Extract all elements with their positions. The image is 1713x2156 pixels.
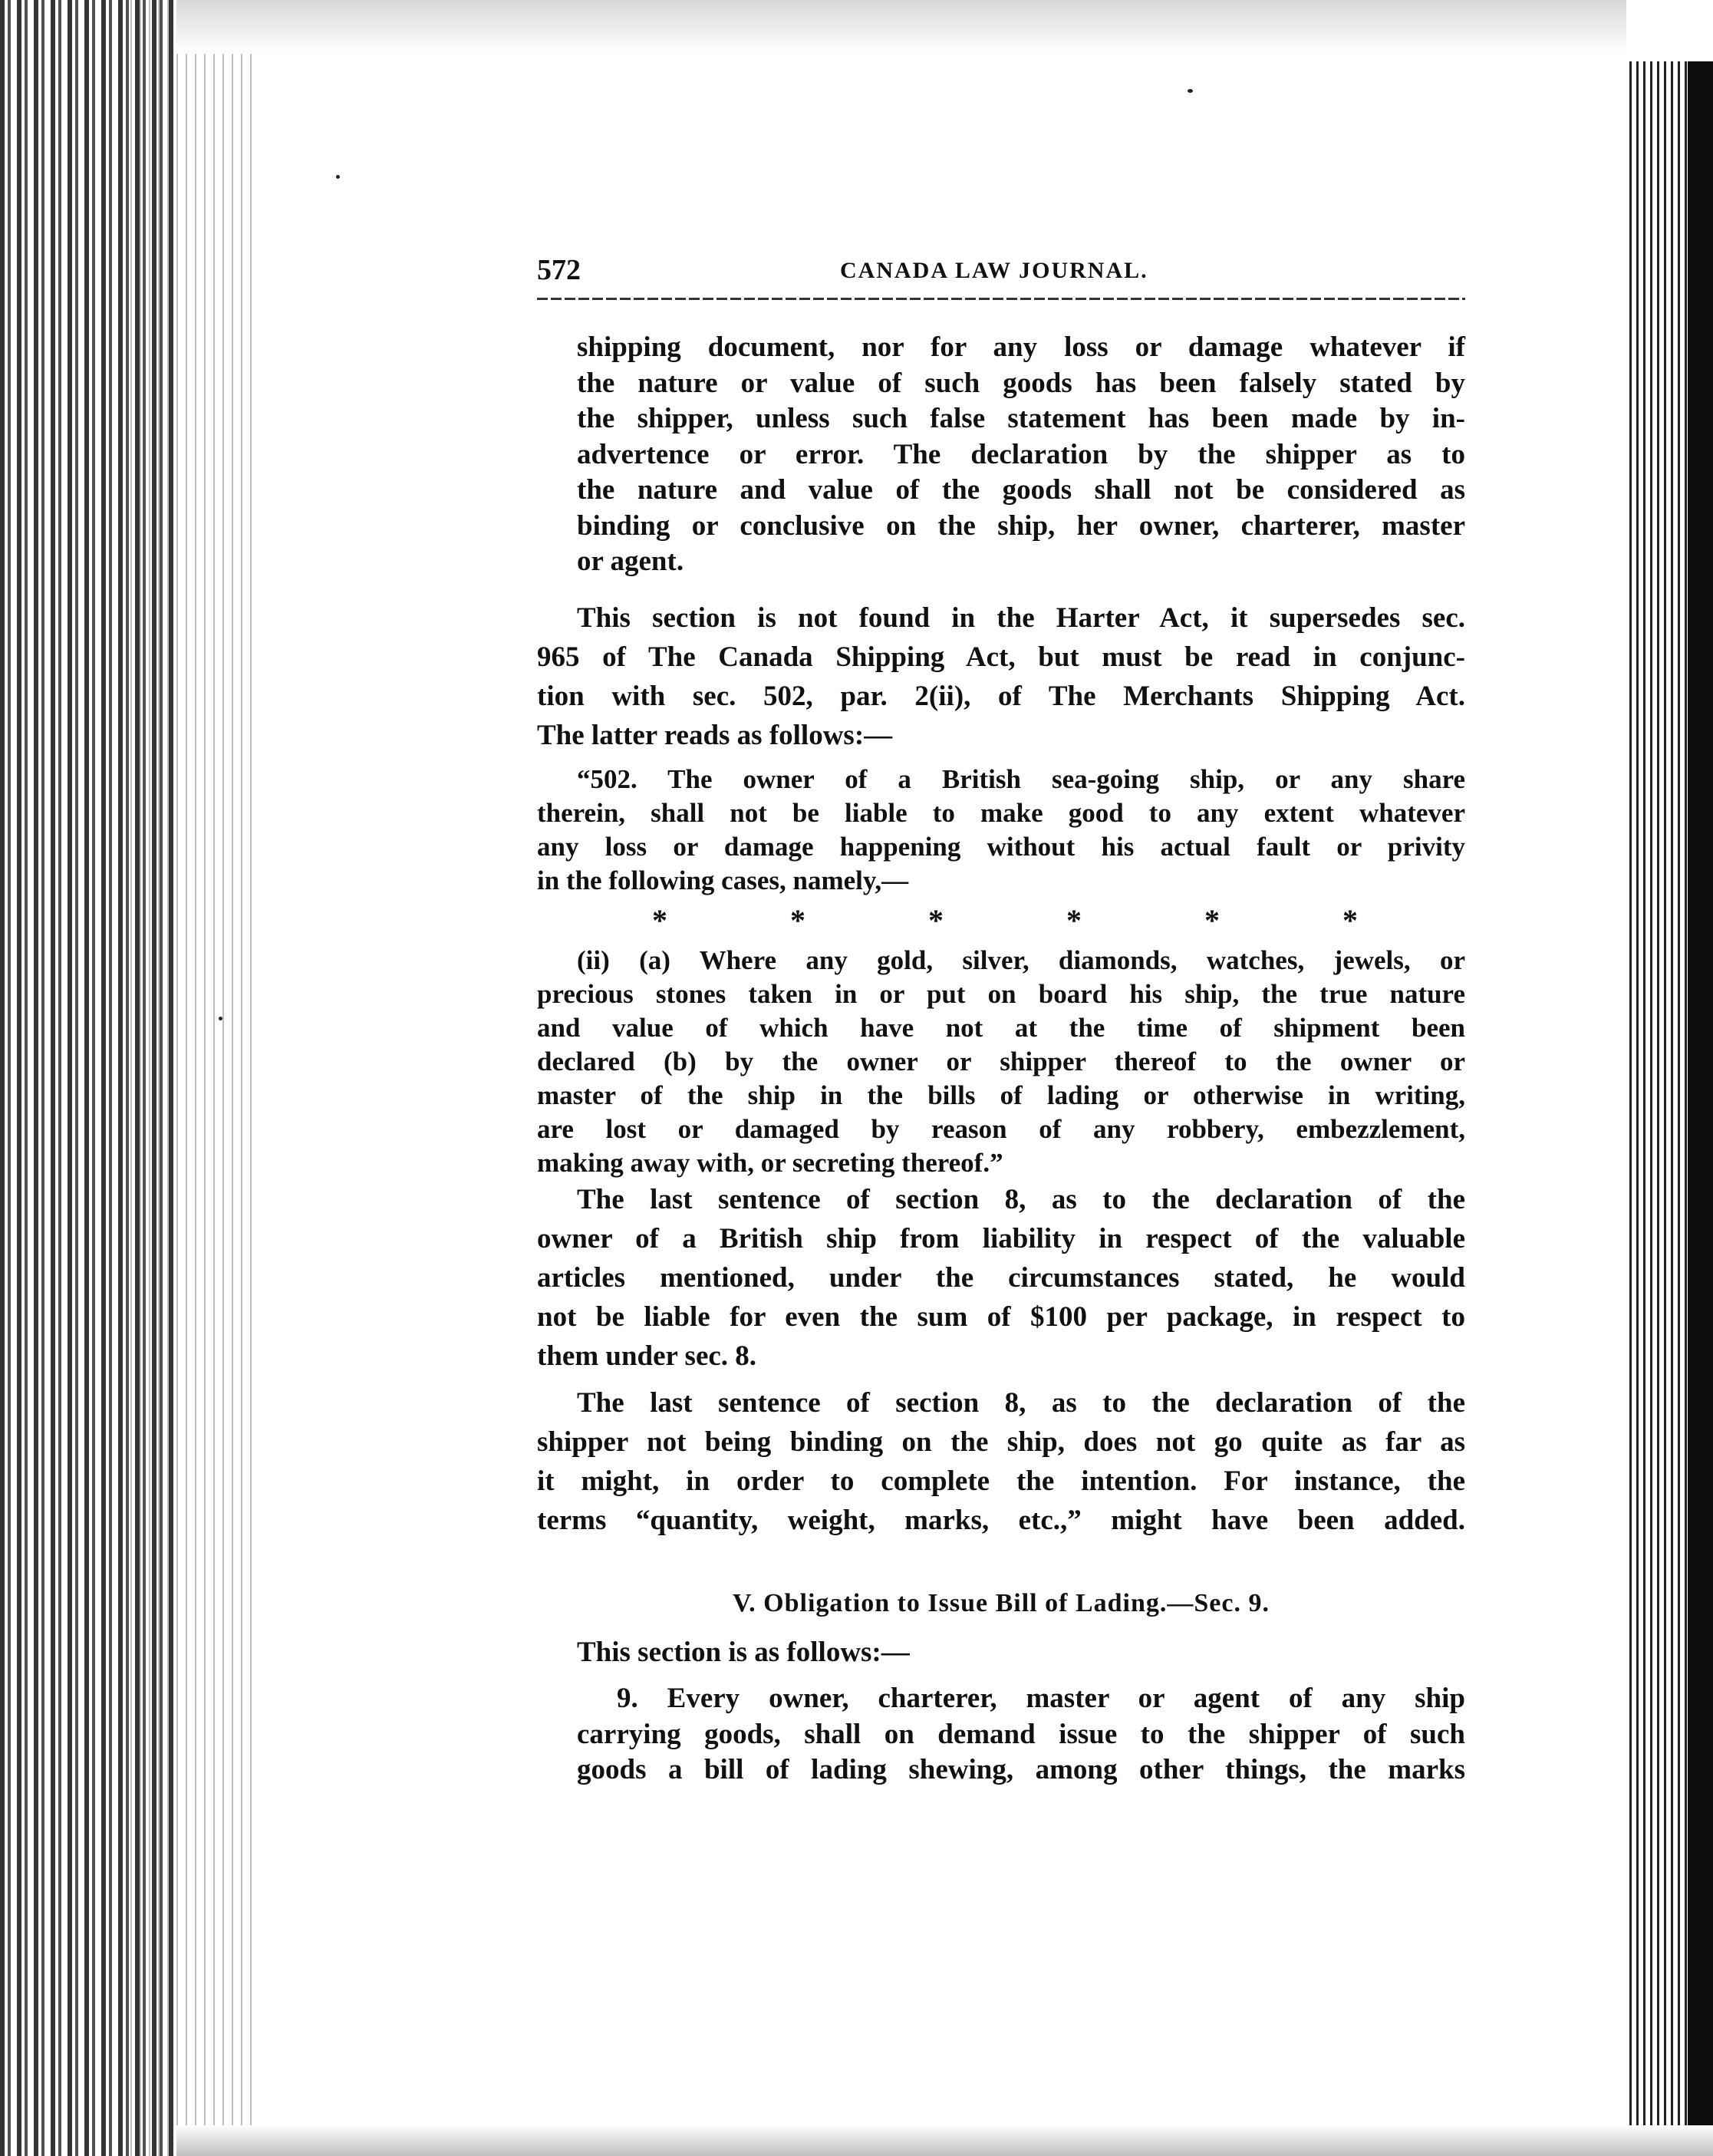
star: * bbox=[1066, 902, 1082, 938]
text-line: owner of a British ship from liability in respect of the valuable bbox=[537, 1222, 1465, 1254]
text-line: the nature or value of such goods has been falsely stated by bbox=[577, 367, 1465, 399]
text-line: not be liable for even the sum of $100 per package, in respect to bbox=[537, 1301, 1465, 1333]
text-line: carrying goods, shall on demand issue to the shipper of such bbox=[577, 1718, 1465, 1750]
text-line: any loss or damage happening without his actual fault or privity bbox=[537, 831, 1465, 862]
text-line: and value of which have not at the time of shipment been bbox=[537, 1012, 1465, 1043]
text-line: the shipper, unless such false statement has been made by in- bbox=[577, 403, 1465, 434]
commentary-paragraph bbox=[537, 1383, 1465, 1540]
star: * bbox=[790, 902, 805, 938]
text-line: precious stones taken in or put on board his ship, the true nature bbox=[537, 978, 1465, 1009]
section-intro: This section is as follows:— bbox=[577, 1637, 910, 1668]
text-line: in the following cases, namely,— bbox=[537, 865, 909, 895]
page-top-edge bbox=[176, 0, 1626, 54]
running-title: CANADA LAW JOURNAL. bbox=[840, 258, 1148, 283]
quoted-statute bbox=[537, 763, 1465, 898]
text-line: making away with, or secreting thereof.” bbox=[537, 1147, 1003, 1178]
star: * bbox=[652, 902, 667, 938]
text-line: shipper not being binding on the ship, does not go quite as far as bbox=[537, 1426, 1465, 1458]
star: * bbox=[1342, 902, 1358, 938]
text-line: the nature and value of the goods shall not be considered as bbox=[577, 474, 1465, 506]
text-line: them under sec. 8. bbox=[537, 1340, 757, 1372]
text-line: “502. The owner of a British sea-going ship, or any share bbox=[577, 763, 1465, 794]
commentary-paragraph bbox=[537, 1180, 1465, 1376]
section-heading: V. Obligation to Issue Bill of Lading.—Sec. 9. bbox=[733, 1588, 1270, 1617]
page-header bbox=[537, 253, 1465, 284]
page-number: 572 bbox=[537, 254, 581, 286]
text-line: advertence or error. The declaration by the shipper as to bbox=[577, 438, 1465, 470]
speck bbox=[336, 175, 340, 179]
text-line: The last sentence of section 8, as to the declaration of the bbox=[577, 1183, 1465, 1215]
page-bottom-edge bbox=[176, 2125, 1713, 2156]
text-line: 9. Every owner, charterer, master or agent of any ship bbox=[617, 1683, 1465, 1714]
document-page bbox=[537, 253, 1465, 1785]
speck bbox=[219, 1017, 222, 1020]
text-line: binding or conclusive on the ship, her owner, charterer, master bbox=[577, 509, 1465, 542]
text-line: shipping document, nor for any loss or damage whatever if bbox=[577, 331, 1465, 363]
text-line: terms “quantity, weight, marks, etc.,” might have been added. bbox=[537, 1504, 1465, 1536]
header-rule bbox=[537, 298, 1465, 300]
text-line: articles mentioned, under the circumstances stated, he would bbox=[537, 1261, 1465, 1294]
scanner-right-border bbox=[1688, 61, 1713, 2125]
commentary-paragraph bbox=[537, 598, 1465, 755]
text-line: goods a bill of lading shewing, among other things, the marks bbox=[577, 1754, 1465, 1785]
text-line: 965 of The Canada Shipping Act, but must be read in conjunc- bbox=[537, 641, 1465, 673]
text-line: The latter reads as follows:— bbox=[537, 719, 893, 751]
star: * bbox=[1204, 902, 1220, 938]
text-line: it might, in order to complete the intention. For instance, the bbox=[537, 1465, 1465, 1497]
text-line: tion with sec. 502, par. 2(ii), of The Merchants Shipping Act. bbox=[537, 680, 1465, 712]
statute-block bbox=[537, 1681, 1465, 1788]
body-text bbox=[537, 330, 1465, 1788]
ellipsis-stars bbox=[652, 902, 1358, 938]
star: * bbox=[928, 902, 944, 938]
text-line: or agent. bbox=[577, 546, 684, 577]
text-line: master of the ship in the bills of lading or otherwise in writing, bbox=[537, 1080, 1465, 1110]
text-line: (ii) (a) Where any gold, silver, diamonds, watches, jewels, or bbox=[577, 944, 1465, 975]
statute-block bbox=[537, 330, 1465, 580]
text-line: declared (b) by the owner or shipper thereof to the owner or bbox=[537, 1046, 1465, 1076]
speck bbox=[1188, 89, 1193, 93]
binding-edge-texture bbox=[130, 0, 253, 2156]
text-line: therein, shall not be liable to make good to any extent whatever bbox=[537, 797, 1465, 828]
quoted-statute-clause bbox=[537, 944, 1465, 1180]
text-line: The last sentence of section 8, as to the declaration of the bbox=[577, 1386, 1465, 1419]
text-line: This section is not found in the Harter Act, it supersedes sec. bbox=[577, 602, 1465, 634]
text-line: are lost or damaged by reason of any robbery, embezzlement, bbox=[537, 1113, 1465, 1144]
